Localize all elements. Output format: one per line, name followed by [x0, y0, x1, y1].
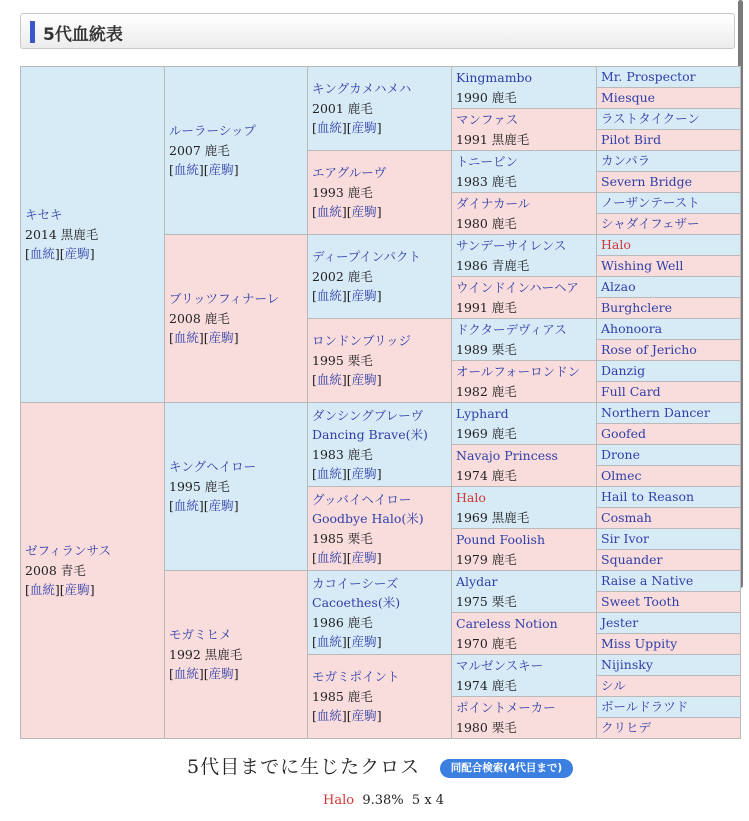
horse-info: 1969 鹿毛	[456, 425, 517, 441]
pedigree-cell	[21, 403, 165, 739]
horse-info: 1979 鹿毛	[456, 551, 517, 567]
horse-info: 1992 黒鹿毛	[169, 646, 243, 662]
horse-alt-name-link[interactable]: Cacoethes(米)	[312, 595, 401, 610]
horse-links: [血統][産駒]	[312, 288, 382, 304]
horse-name-link[interactable]: Goofed	[601, 426, 647, 441]
horse-name-link[interactable]: ロンドンブリッジ	[312, 333, 412, 349]
pedigree-cell-g5	[597, 466, 741, 487]
offspring-link[interactable]: 産駒	[208, 330, 234, 346]
horse-info: 1980 鹿毛	[456, 215, 517, 231]
horse-name-link[interactable]: ダイナカール	[456, 196, 531, 211]
horse-info: 1991 黒鹿毛	[456, 131, 530, 147]
pedigree-cell	[21, 67, 165, 403]
horse-info: 2001 鹿毛	[312, 100, 373, 116]
horse-name-link[interactable]: キングヘイロー	[169, 459, 257, 475]
pedigree-cell	[452, 109, 597, 151]
pedigree-cell-g5	[597, 193, 741, 214]
pedigree-cell	[452, 277, 597, 319]
bloodline-link[interactable]: 血統	[316, 466, 342, 481]
horse-name-link[interactable]: Raise a Native	[601, 573, 694, 588]
pedigree-cell-g5	[597, 592, 741, 613]
bloodline-link[interactable]: 血統	[173, 330, 199, 346]
horse-name-link[interactable]: ウインドインハーヘア	[456, 280, 579, 295]
horse-info: 1990 鹿毛	[456, 89, 517, 105]
horse-name-link[interactable]: Lyphard	[456, 406, 509, 421]
horse-info: 1986 青鹿毛	[456, 257, 530, 273]
horse-name-link[interactable]: Nijinsky	[601, 657, 653, 672]
pedigree-cell-g5	[597, 277, 741, 298]
horse-name-link[interactable]: キングカメハメハ	[312, 81, 412, 97]
offspring-link[interactable]: 産駒	[351, 634, 377, 649]
horse-info: 1970 鹿毛	[456, 635, 517, 651]
section-title: 5代血統表	[43, 25, 123, 45]
pedigree-cell-g5	[597, 361, 741, 382]
horse-name-link[interactable]: Miesque	[601, 90, 656, 105]
pedigree-cell-g5	[597, 718, 741, 739]
horse-name-link[interactable]: カンパラ	[601, 153, 651, 168]
horse-name-link[interactable]: ノーザンテースト	[601, 195, 700, 210]
horse-links: [血統][産駒]	[312, 466, 382, 481]
horse-info: 2008 青毛	[25, 562, 86, 578]
pedigree-cell	[165, 67, 308, 235]
horse-name-link[interactable]: Rose of Jericho	[601, 342, 697, 357]
pedigree-cell	[308, 403, 452, 487]
horse-alt-name-link[interactable]: Goodbye Halo(米)	[312, 511, 424, 526]
pedigree-cell-g5	[597, 67, 741, 88]
bloodline-link[interactable]: 血統	[316, 708, 342, 724]
offspring-link[interactable]: 産駒	[64, 246, 90, 262]
horse-name-link[interactable]: グッバイヘイロー	[312, 491, 412, 507]
horse-name-link[interactable]: ゼフィランサス	[25, 543, 112, 559]
horse-name-link[interactable]: マルゼンスキー	[456, 658, 544, 673]
horse-info: 1969 黒鹿毛	[456, 509, 530, 525]
horse-name-link[interactable]: Wishing Well	[601, 258, 684, 273]
horse-links: [血統][産駒]	[312, 708, 382, 724]
pedigree-cell	[452, 571, 597, 613]
pedigree-cell-g5	[597, 319, 741, 340]
pedigree-cell	[308, 235, 452, 319]
horse-info: 1982 鹿毛	[456, 383, 517, 399]
cross-item	[323, 793, 444, 808]
horse-name-link[interactable]: トニービン	[456, 154, 519, 169]
bloodline-link[interactable]: 血統	[316, 372, 342, 388]
horse-name-link[interactable]: Halo	[601, 237, 631, 252]
horse-name-link[interactable]: サンデーサイレンス	[456, 238, 567, 253]
bloodline-link[interactable]: 血統	[316, 120, 342, 136]
pedigree-cell-g5	[597, 676, 741, 697]
pedigree-cell	[452, 361, 597, 403]
horse-links: [血統][産駒]	[312, 120, 382, 136]
horse-name-link[interactable]: Mr. Prospector	[601, 69, 696, 84]
pedigree-cell-g5	[597, 697, 741, 718]
pedigree-cell	[165, 403, 308, 571]
offspring-link[interactable]: 産駒	[208, 162, 234, 178]
horse-name-link[interactable]: Hail to Reason	[601, 489, 695, 504]
pedigree-cell-g5	[597, 235, 741, 256]
horse-name-link[interactable]: Pound Foolish	[456, 532, 546, 547]
pedigree-cell	[452, 403, 597, 445]
pedigree-cell-g5	[597, 298, 741, 319]
horse-name-link[interactable]: マンファス	[456, 112, 519, 127]
pedigree-cell-g5	[597, 550, 741, 571]
pedigree-cell	[165, 571, 308, 739]
horse-name-link[interactable]: Squander	[601, 552, 663, 567]
horse-name-link[interactable]: シャダイフェザー	[601, 216, 700, 231]
horse-info: 2002 鹿毛	[312, 268, 373, 284]
pedigree-cell	[452, 193, 597, 235]
horse-info: 1985 栗毛	[312, 530, 373, 546]
horse-links: [血統][産駒]	[169, 498, 239, 514]
horse-name-link[interactable]: ルーラーシップ	[169, 123, 257, 139]
horse-name-link[interactable]: オールフォーロンドン	[456, 364, 581, 379]
pedigree-cell	[308, 655, 452, 739]
horse-links: [血統][産駒]	[312, 634, 382, 649]
bloodline-link[interactable]: 血統	[29, 582, 55, 598]
horse-info: 1983 鹿毛	[312, 446, 373, 462]
pedigree-cell	[452, 445, 597, 487]
bloodline-link[interactable]: 血統	[316, 204, 342, 220]
horse-name-link[interactable]: Navajo Princess	[456, 448, 558, 463]
pedigree-cell-g5	[597, 88, 741, 109]
horse-name-link[interactable]: Kingmambo	[456, 70, 533, 85]
bloodline-link[interactable]: 血統	[173, 162, 199, 178]
pedigree-cell-g5	[597, 508, 741, 529]
horse-info: 2007 鹿毛	[169, 142, 230, 158]
horse-info: 1983 鹿毛	[456, 173, 517, 189]
pedigree-cell-g5	[597, 109, 741, 130]
pedigree-cell-g5	[597, 424, 741, 445]
bloodline-link[interactable]: 血統	[173, 666, 199, 682]
horse-info: 1974 鹿毛	[456, 467, 517, 483]
offspring-link[interactable]: 産駒	[351, 372, 377, 388]
pedigree-cell-g5	[597, 382, 741, 403]
horse-name-link[interactable]: モガミポイント	[312, 669, 400, 685]
horse-info: 1995 鹿毛	[169, 478, 230, 494]
horse-links: [血統][産駒]	[312, 372, 382, 388]
horse-name-link[interactable]: Northern Dancer	[601, 405, 710, 420]
horse-name-link[interactable]: Miss Uppity	[601, 636, 678, 651]
bloodline-link[interactable]: 血統	[316, 634, 342, 649]
horse-name-link[interactable]: ポイントメーカー	[456, 700, 556, 715]
horse-info: 1974 鹿毛	[456, 677, 517, 693]
horse-name-link[interactable]: Alzao	[601, 279, 636, 294]
cross-horse-name[interactable]: Halo	[323, 793, 355, 808]
horse-name-link[interactable]: Cosmah	[601, 510, 652, 525]
same-mating-search-button[interactable]: 同配合検索(4代目まで)	[440, 759, 573, 778]
offspring-link[interactable]: 産駒	[351, 120, 377, 136]
pedigree-cell	[165, 235, 308, 403]
bloodline-link[interactable]: 血統	[316, 550, 342, 565]
pedigree-cell-g5	[597, 655, 741, 676]
horse-name-link[interactable]: キセキ	[25, 207, 63, 223]
horse-links: [血統][産駒]	[25, 582, 95, 598]
horse-name-link[interactable]: Drone	[601, 447, 640, 462]
pedigree-cell-g5	[597, 172, 741, 193]
pedigree-cell-g5	[597, 445, 741, 466]
pedigree-cell	[452, 235, 597, 277]
pedigree-cell	[452, 613, 597, 655]
horse-info: 1989 栗毛	[456, 341, 517, 357]
horse-links: [血統][産駒]	[169, 162, 239, 178]
horse-name-link[interactable]: Burghclere	[601, 300, 673, 315]
section-header	[20, 13, 735, 49]
pedigree-cell	[308, 571, 452, 655]
horse-links: [血統][産駒]	[312, 550, 382, 565]
offspring-link[interactable]: 産駒	[351, 204, 377, 220]
horse-name-link[interactable]: モガミヒメ	[169, 627, 232, 643]
horse-links: [血統][産駒]	[169, 666, 239, 682]
horse-name-link[interactable]: Ahonoora	[601, 321, 663, 336]
horse-name-link[interactable]: ボールドラツド	[601, 699, 689, 714]
offspring-link[interactable]: 産駒	[351, 708, 377, 724]
horse-links: [血統][産駒]	[25, 246, 95, 262]
cross-percent: 9.38%	[362, 793, 404, 808]
horse-name-link[interactable]: ブリッツフィナーレ	[169, 291, 280, 307]
pedigree-cell-g5	[597, 130, 741, 151]
pedigree-cell	[452, 529, 597, 571]
section-accent-bar	[30, 21, 35, 43]
horse-name-link[interactable]: Danzig	[601, 363, 646, 378]
bloodline-link[interactable]: 血統	[29, 246, 55, 262]
horse-info: 1975 栗毛	[456, 593, 517, 609]
horse-alt-name-link[interactable]: Dancing Brave(米)	[312, 427, 428, 442]
pedigree-cell-g5	[597, 487, 741, 508]
horse-name-link[interactable]: Sir Ivor	[601, 531, 650, 546]
pedigree-cell-g5	[597, 256, 741, 277]
horse-info: 1995 栗毛	[312, 352, 373, 368]
pedigree-cell-g5	[597, 571, 741, 592]
cross-generations: 5 x 4	[411, 793, 445, 808]
horse-name-link[interactable]: Alydar	[456, 574, 498, 589]
pedigree-cell	[452, 697, 597, 739]
horse-name-link[interactable]: ラストタイクーン	[601, 111, 700, 126]
pedigree-cell-g5	[597, 403, 741, 424]
pedigree-cell	[452, 655, 597, 697]
horse-links: [血統][産駒]	[312, 204, 382, 220]
horse-name-link[interactable]: Jester	[601, 615, 639, 630]
horse-name-link[interactable]: Full Card	[601, 384, 661, 399]
pedigree-cell	[308, 151, 452, 235]
horse-name-link[interactable]: Olmec	[601, 468, 642, 483]
horse-name-link[interactable]: シル	[601, 678, 626, 693]
pedigree-cell	[452, 151, 597, 193]
horse-name-link[interactable]: Careless Notion	[456, 616, 558, 631]
pedigree-cell-g5	[597, 634, 741, 655]
pedigree-row	[21, 403, 741, 424]
offspring-link[interactable]: 産駒	[208, 498, 234, 514]
horse-name-link[interactable]: ディープインパクト	[312, 249, 421, 265]
offspring-link[interactable]: 産駒	[351, 288, 377, 304]
offspring-link[interactable]: 産駒	[64, 582, 90, 598]
horse-name-link[interactable]: カコイーシーズ	[312, 575, 399, 591]
horse-info: 2014 黒鹿毛	[25, 226, 99, 242]
horse-name-link[interactable]: エアグルーヴ	[312, 165, 387, 181]
pedigree-cell	[308, 487, 452, 571]
pedigree-cell	[452, 487, 597, 529]
offspring-link[interactable]: 産駒	[208, 666, 234, 682]
horse-name-link[interactable]: Severn Bridge	[601, 174, 692, 189]
pedigree-cell-g5	[597, 151, 741, 172]
pedigree-cell-g5	[597, 340, 741, 361]
offspring-link[interactable]: 産駒	[351, 466, 377, 481]
horse-info: 1980 栗毛	[456, 719, 517, 735]
pedigree-cell-g5	[597, 613, 741, 634]
horse-info: 1985 鹿毛	[312, 688, 373, 704]
bloodline-link[interactable]: 血統	[316, 288, 342, 304]
bloodline-link[interactable]: 血統	[173, 498, 199, 514]
offspring-link[interactable]: 産駒	[351, 550, 377, 565]
horse-info: 1986 鹿毛	[312, 614, 373, 630]
horse-name-link[interactable]: Sweet Tooth	[601, 594, 680, 609]
pedigree-cell-g5	[597, 214, 741, 235]
pedigree-cell-g5	[597, 529, 741, 550]
pedigree-cell	[308, 67, 452, 151]
cross-title: 5代目までに生じたクロス	[187, 756, 421, 778]
horse-name-link[interactable]: Halo	[456, 490, 486, 505]
horse-name-link[interactable]: ダンシングブレーヴ	[312, 407, 424, 423]
pedigree-cell	[452, 67, 597, 109]
horse-links: [血統][産駒]	[169, 330, 239, 346]
pedigree-cell	[452, 319, 597, 361]
pedigree-table	[20, 66, 741, 739]
horse-info: 1991 鹿毛	[456, 299, 517, 315]
horse-name-link[interactable]: ドクターデヴィアス	[456, 322, 567, 337]
horse-name-link[interactable]: Pilot Bird	[601, 132, 662, 147]
horse-info: 1993 鹿毛	[312, 184, 373, 200]
horse-name-link[interactable]: クリヒデ	[601, 720, 652, 735]
horse-info: 2008 鹿毛	[169, 310, 230, 326]
pedigree-row	[21, 67, 741, 88]
pedigree-cell	[308, 319, 452, 403]
